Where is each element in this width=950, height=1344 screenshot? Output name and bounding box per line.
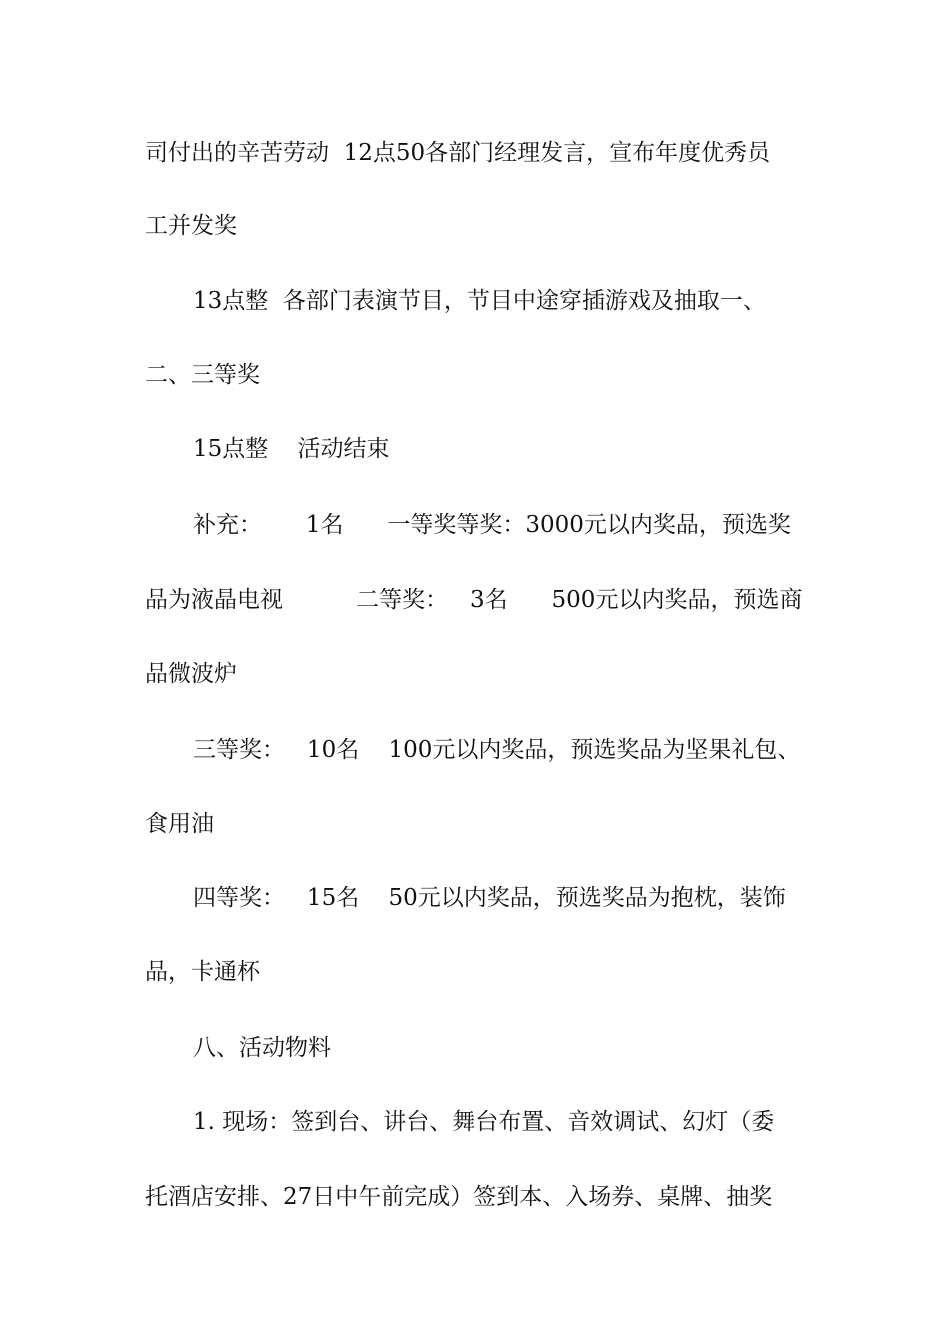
text-line-14: 1. 现场：签到台、讲台、舞台布置、音效调试、幻灯（委 (193, 1109, 775, 1135)
text-line-3: 13点整 各部门表演节目，节目中途穿插游戏及抽取一、 (193, 288, 766, 314)
text-line-6: 补充： 1名 一等奖等奖：3000元以内奖品，预选奖 (193, 512, 791, 538)
text-line-4: 二、三等奖 (145, 362, 260, 388)
text-line-7: 品为液晶电视 二等奖： 3名 500元以内奖品，预选商 (145, 587, 803, 613)
text-line-8: 品微波炉 (145, 661, 237, 687)
text-line-2: 工并发奖 (145, 213, 237, 239)
text-line-10: 食用油 (145, 811, 214, 837)
text-line-1: 司付出的辛苦劳动 12点50各部门经理发言，宣布年度优秀员 (145, 140, 771, 166)
section-heading: 八、活动物料 (193, 1035, 331, 1061)
text-line-11: 四等奖： 15名 50元以内奖品，预选奖品为抱枕，装饰 (193, 885, 786, 911)
text-line-5: 15点整 活动结束 (193, 436, 390, 462)
text-line-15: 托酒店安排、27日中午前完成）签到本、入场券、桌牌、抽奖 (145, 1184, 773, 1210)
text-line-9: 三等奖： 10名 100元以内奖品，预选奖品为坚果礼包、 (193, 737, 801, 763)
text-line-12: 品，卡通杯 (145, 959, 260, 985)
